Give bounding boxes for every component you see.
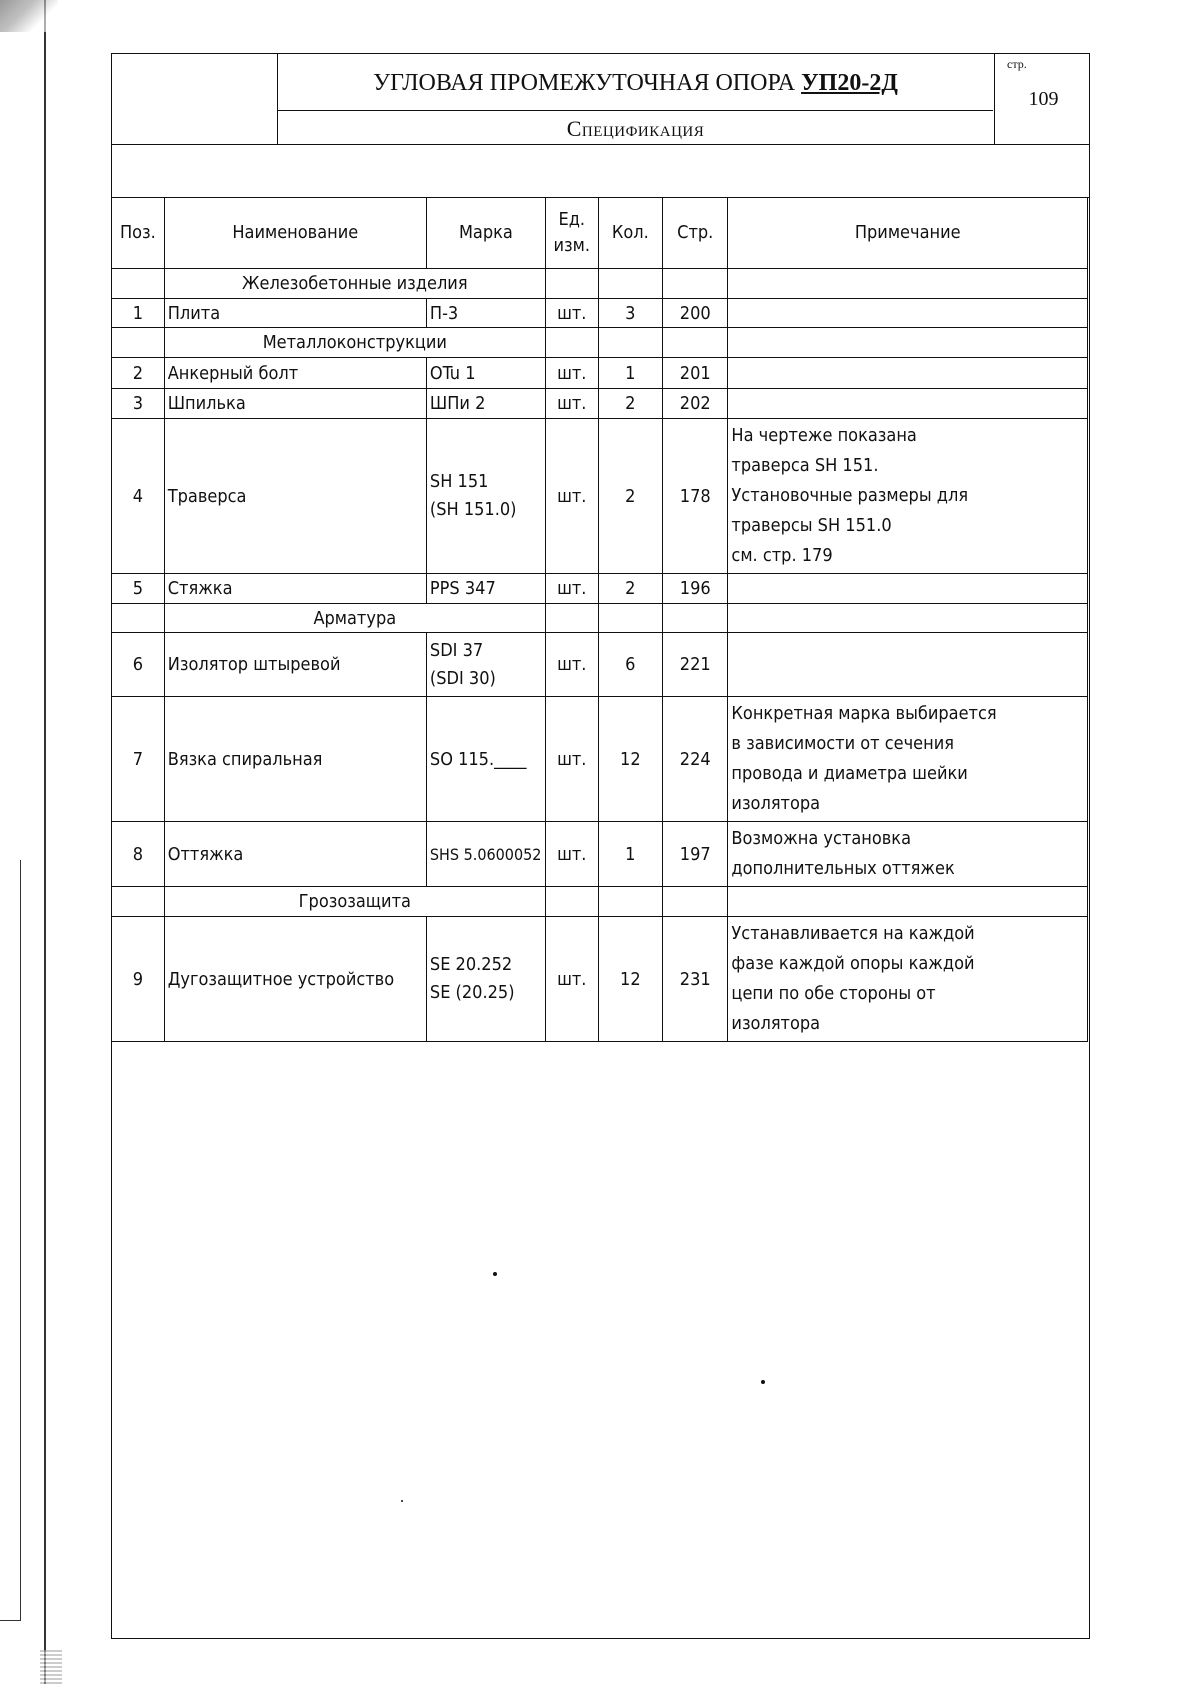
- title-block: [112, 54, 1089, 145]
- note-line: изолятора: [731, 1013, 821, 1034]
- cell-mark: [426, 917, 545, 1042]
- section-row: [112, 328, 1088, 358]
- table-row: [112, 419, 1088, 574]
- cell-unit: шт.: [545, 697, 598, 822]
- title-block-empty-cell: [112, 54, 278, 144]
- cell-pos: 9: [112, 917, 165, 1042]
- cell-mark: П-3: [426, 299, 545, 328]
- cell-page: 231: [663, 917, 728, 1042]
- cell-name: Плита: [164, 299, 426, 328]
- cell-qty: 1: [598, 822, 662, 887]
- cell-note: [728, 358, 1088, 389]
- cell-unit: шт.: [545, 633, 598, 697]
- col-header-mark: Марка: [426, 198, 545, 269]
- cell-qty: 2: [598, 419, 662, 574]
- cell-pos: 8: [112, 822, 165, 887]
- scan-speck: [401, 1500, 403, 1502]
- cell-unit: шт.: [545, 358, 598, 389]
- cell-name: Траверса: [164, 419, 426, 574]
- cell-unit: шт.: [545, 389, 598, 419]
- page-label: стр.: [1007, 57, 1027, 71]
- cell-page: 178: [663, 419, 728, 574]
- cell-name: Изолятор штыревой: [164, 633, 426, 697]
- table-row: [112, 389, 1088, 419]
- section-row: [112, 604, 1088, 633]
- scan-binding-mark: [0, 860, 21, 1621]
- document-subtitle: Спецификация: [566, 116, 705, 141]
- cell-mark: SHS 5.0600052: [426, 822, 545, 887]
- scan-speck: [493, 1272, 497, 1276]
- table-row: [112, 822, 1088, 887]
- section-title: Металлоконструкции: [164, 328, 545, 358]
- cell-name: Вязка спиральная: [164, 697, 426, 822]
- col-header-note: Примечание: [728, 198, 1088, 269]
- specification-table: [111, 197, 1088, 1042]
- cell-note: [728, 419, 1088, 574]
- cell-mark: SO 115.____: [426, 697, 545, 822]
- cell-unit: шт.: [545, 299, 598, 328]
- mark-line: (SDI 30): [429, 667, 496, 689]
- note-line: фазе каждой опоры каждой: [731, 953, 975, 974]
- cell-name: Шпилька: [164, 389, 426, 419]
- cell-mark: OTu 1: [426, 358, 545, 389]
- col-header-page: Стр.: [663, 198, 728, 269]
- section-title: Железобетонные изделия: [164, 269, 545, 299]
- mark-line: (SH 151.0): [429, 499, 517, 520]
- cell-unit: шт.: [545, 917, 598, 1042]
- table-row: [112, 358, 1088, 389]
- cell-pos: 1: [112, 299, 165, 328]
- cell-page: 224: [663, 697, 728, 822]
- mark-line: SE (20.25): [429, 982, 515, 1003]
- table-row: [112, 574, 1088, 604]
- title-prefix: УГЛОВАЯ ПРОМЕЖУТОЧНАЯ ОПОРА: [373, 70, 796, 96]
- scan-speck: [761, 1380, 765, 1384]
- cell-page: 200: [663, 299, 728, 328]
- section-title: Грозозащита: [164, 887, 545, 917]
- cell-note: [728, 697, 1088, 822]
- note-line: в зависимости от сечения: [731, 733, 954, 754]
- cell-name: Дугозащитное устройство: [164, 917, 426, 1042]
- cell-pos: 2: [112, 358, 165, 389]
- cell-pos: 7: [112, 697, 165, 822]
- table-row: [112, 299, 1088, 328]
- note-line: Возможна установка: [731, 828, 911, 849]
- section-row: [112, 887, 1088, 917]
- cell-mark: [426, 419, 545, 574]
- cell-unit: шт.: [545, 574, 598, 604]
- cell-name: Оттяжка: [164, 822, 426, 887]
- page-box: [994, 54, 1092, 144]
- cell-note: [728, 299, 1088, 328]
- note-line: Устанавливается на каждой: [731, 923, 975, 944]
- note-line: цепи по обе стороны от: [731, 983, 936, 1004]
- mark-line: SE 20.252: [429, 954, 513, 975]
- cell-note: [728, 917, 1088, 1042]
- cell-note: [728, 633, 1088, 697]
- cell-qty: 2: [598, 574, 662, 604]
- cell-unit: шт.: [545, 419, 598, 574]
- col-header-unit: [545, 198, 598, 269]
- cell-qty: 2: [598, 389, 662, 419]
- cell-page: 197: [663, 822, 728, 887]
- cell-page: 221: [663, 633, 728, 697]
- cell-note: [728, 389, 1088, 419]
- mark-line: SH 151: [429, 471, 489, 492]
- cell-pos: 4: [112, 419, 165, 574]
- scan-corner-artifact-bottom: [40, 1650, 62, 1684]
- cell-qty: 1: [598, 358, 662, 389]
- cell-mark: [426, 633, 545, 697]
- mark-line: SDI 37: [429, 639, 484, 661]
- note-line: изолятора: [731, 793, 821, 814]
- cell-mark: PPS 347: [426, 574, 545, 604]
- scan-edge-line: [44, 0, 46, 1684]
- page-number: 109: [1028, 88, 1059, 110]
- unit-line2: изм.: [553, 235, 590, 256]
- document-title: [278, 54, 993, 111]
- note-line: Конкретная марка выбирается: [731, 703, 997, 724]
- note-line: На чертеже показана: [731, 425, 917, 446]
- cell-page: 196: [663, 574, 728, 604]
- title-mark: УП20-2Д: [801, 70, 898, 96]
- cell-name: Стяжка: [164, 574, 426, 604]
- table-row: [112, 633, 1088, 697]
- cell-pos: 5: [112, 574, 165, 604]
- table-row: [112, 697, 1088, 822]
- note-line: см. стр. 179: [731, 545, 833, 566]
- table-header-row: [112, 198, 1088, 269]
- cell-page: 202: [663, 389, 728, 419]
- cell-name: Анкерный болт: [164, 358, 426, 389]
- cell-unit: шт.: [545, 822, 598, 887]
- cell-mark: ШПи 2: [426, 389, 545, 419]
- section-title: Арматура: [164, 604, 545, 633]
- section-row: [112, 269, 1088, 299]
- cell-note: [728, 822, 1088, 887]
- drawing-sheet: [111, 53, 1090, 1639]
- note-line: траверса SH 151.: [731, 455, 879, 476]
- col-header-name: Наименование: [164, 198, 426, 269]
- col-header-qty: Кол.: [598, 198, 662, 269]
- scan-corner-artifact: [0, 0, 58, 32]
- note-line: провода и диаметра шейки: [731, 763, 968, 784]
- note-line: дополнительных оттяжек: [731, 858, 955, 879]
- cell-page: 201: [663, 358, 728, 389]
- cell-qty: 12: [598, 917, 662, 1042]
- cell-pos: 6: [112, 633, 165, 697]
- cell-qty: 6: [598, 633, 662, 697]
- cell-qty: 3: [598, 299, 662, 328]
- cell-note: [728, 574, 1088, 604]
- cell-pos: 3: [112, 389, 165, 419]
- note-line: Установочные размеры для: [731, 485, 969, 506]
- note-line: траверсы SH 151.0: [731, 515, 892, 536]
- unit-line1: Ед.: [558, 209, 586, 230]
- table-row: [112, 917, 1088, 1042]
- col-header-pos: Поз.: [112, 198, 165, 269]
- cell-qty: 12: [598, 697, 662, 822]
- blank-row: [112, 144, 1089, 198]
